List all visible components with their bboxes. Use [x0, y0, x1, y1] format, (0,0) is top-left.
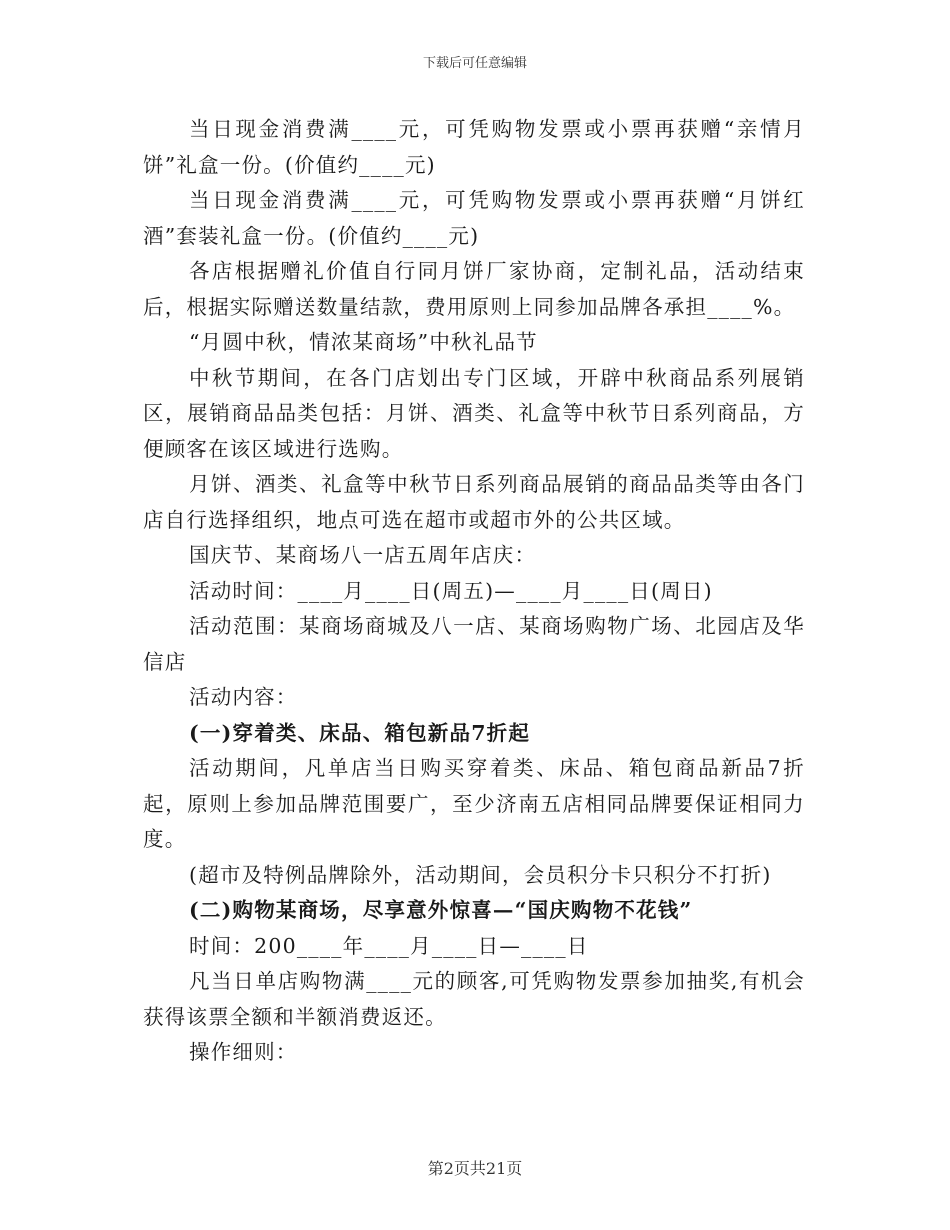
paragraph: 凡当日单店购物满____元的顾客,可凭购物发票参加抽奖,有机会获得该票全额和半额消费返还。: [143, 969, 805, 1029]
paragraph: 活动范围：某商场商城及八一店、某商场购物广场、北园店及华信店: [143, 614, 805, 674]
document-body: [143, 112, 805, 1071]
paragraph: 时间：200____年____月____日—____日: [189, 933, 589, 958]
paragraph: 国庆节、某商场八一店五周年店庆：: [189, 543, 537, 567]
paragraph: 操作细则：: [189, 1040, 298, 1064]
section-heading: (二)购物某商场，尽享意外惊喜—“国庆购物不花钱”: [189, 898, 693, 922]
paragraph: 当日现金消费满____元，可凭购物发票或小票再获赠“月饼红酒”套装礼盒一份。(价值约____元): [143, 188, 805, 248]
paragraph: 活动期间，凡单店当日购买穿着类、床品、箱包商品新品7折起，原则上参加品牌范围要广，至少济南五店相同品牌要保证相同力度。: [143, 756, 805, 851]
paragraph: 活动内容：: [189, 685, 298, 709]
paragraph: (超市及特例品牌除外，活动期间，会员积分卡只积分不打折): [189, 862, 772, 887]
page-header: 下载后可任意编辑: [422, 56, 527, 71]
paragraph: 月饼、酒类、礼盒等中秋节日系列商品展销的商品品类等由各门店自行选择组织，地点可选在超市或超市外的公共区域。: [143, 472, 805, 532]
paragraph: 活动时间：____月____日(周五)—____月____日(周日): [189, 578, 713, 603]
page-footer: 第2页共21页: [427, 1159, 523, 1178]
paragraph: 各店根据赠礼价值自行同月饼厂家协商，定制礼品，活动结束后，根据实际赠送数量结款，费用原则上同参加品牌各承担____%。: [143, 259, 805, 319]
paragraph: 中秋节期间，在各门店划出专门区域，开辟中秋商品系列展销区，展销商品品类包括：月饼、酒类、礼盒等中秋节日系列商品，方便顾客在该区域进行选购。: [143, 365, 805, 461]
paragraph: 当日现金消费满____元，可凭购物发票或小票再获赠“亲情月饼”礼盒一份。(价值约____元): [143, 117, 805, 177]
section-heading: (一)穿着类、床品、箱包新品7折起: [189, 720, 531, 745]
paragraph: “月圆中秋，情浓某商场”中秋礼品节: [189, 330, 538, 354]
